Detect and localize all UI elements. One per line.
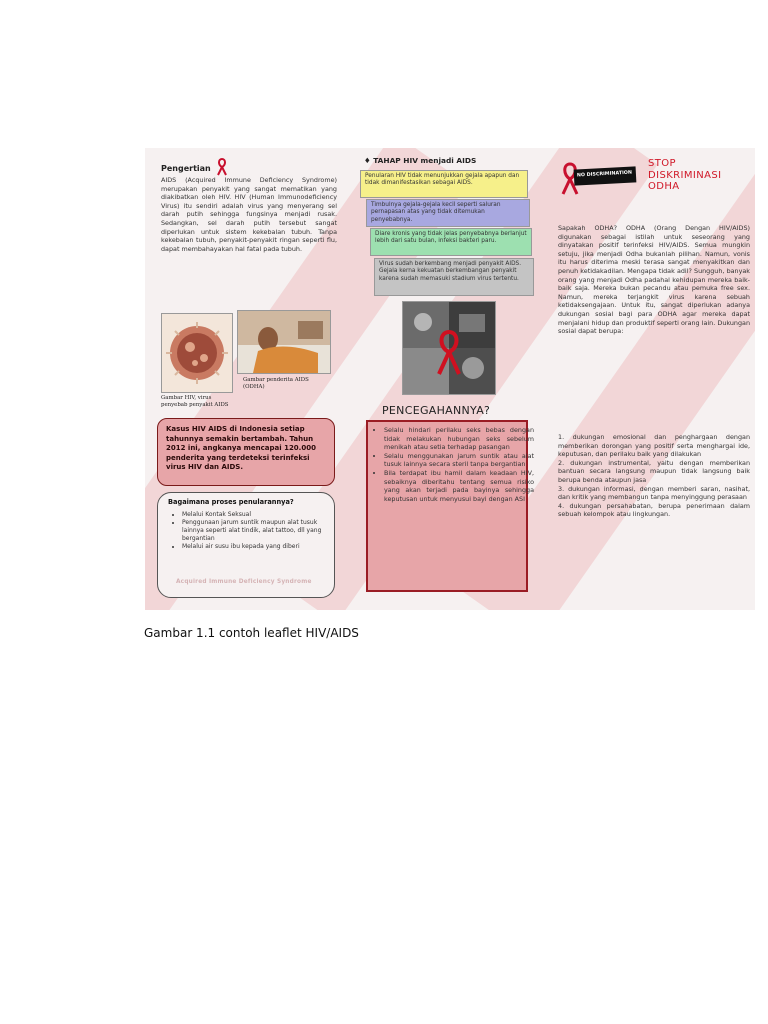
leaflet-column-stages <box>350 148 550 610</box>
odha-patient-image <box>237 310 331 374</box>
aids-acronym-footer: Acquired Immune Deficiency Syndrome <box>176 579 312 585</box>
prevention-list <box>374 426 534 503</box>
prevention-item: • Selalu menggunakan jarum suntik atau alat tusuk lainnya secara steril tanpa bergantian <box>384 452 534 469</box>
stage-1-text: Penularan HIV tidak menunjukkan gejala apapun dan tidak dimanifestasikan sebagai AIDS. <box>365 173 520 187</box>
definition-heading-row <box>161 156 228 176</box>
definition-heading: Pengertian <box>161 164 211 173</box>
support-item: 4. dukungan persahabatan, berupa penerimaan dalam sebuah kelompok atau lingkungan. <box>558 501 750 519</box>
stages-heading: TAHAP HIV menjadi AIDS <box>373 156 477 165</box>
heading-line-2: DISKRIMINASI <box>648 169 722 181</box>
figure-caption: Gambar 1.1 contoh leaflet HIV/AIDS <box>144 626 359 640</box>
case-statistics-text: Kasus HIV AIDS di Indonesia setiap tahunnya semakin bertambah. Tahun 2012 ini, angkanya mencapai 120.000 penderita yang terdeteksi terinfeksi virus HIV dan AIDS. <box>166 425 316 472</box>
stage-4-text: Virus sudah berkembang menjadi penyakit AIDS. Gejala kerna kekuatan berkembangan penyakit karena sudah memasuki stadium virus tertentu. <box>379 261 522 282</box>
prevention-box <box>366 420 534 592</box>
stage-2-text: Timbulnya gejala-gejala kecil seperti saluran pernapasan atas yang tidak ditemukan penyebabnya. <box>371 202 501 223</box>
red-ribbon-icon <box>216 158 228 176</box>
stages-heading-row <box>364 156 476 165</box>
stop-discrimination-heading <box>648 158 721 193</box>
stage-1-box <box>360 170 528 198</box>
support-item: 1. dukungan emosional dan penghargaan dengan memberikan dorongan yang positif serta menghargai ide, keputusan, dan perilaku baik yang dilakukan <box>558 433 750 459</box>
stage-4-box <box>374 258 534 296</box>
hiv-aids-leaflet-image <box>145 148 755 610</box>
transmission-item: • Penggunaan jarum suntik maupun alat tusuk lainnya seperti alat tindik, alat tattoo, dll yang bergantian <box>182 519 332 543</box>
stage-3-box <box>370 228 532 256</box>
support-list <box>558 433 750 583</box>
prevention-item: • Selalu hindari perilaku seks bebas dengan tidak melakukan hubungan seks sebelum menikah atau setia terhadap pasangan <box>384 426 534 452</box>
no-discrimination-sign <box>574 166 637 185</box>
sign-text: NO DISCRIMINATION <box>576 170 633 179</box>
transmission-item: • Melalui Kontak Seksual <box>182 511 332 519</box>
definition-text: AIDS (Acquired Immune Deficiency Syndrome) merupakan penyakit yang sangat mematikan yang diakibatkan oleh HIV. HIV (Human Immunodeficiency Virus) itu sendiri adalah virus yang menyerang sel darah putih sehingga fungsinya menjadi rusak. Sedangkan, sel darah putih tersebut sangat diperlukan untuk sistem kekebalan tubuh. Tanpa kekebalan tubuh, penyakit-penyakit ringan seperti flu, dapat membahayakan hal fatal pada tubuh. <box>161 176 337 253</box>
support-item: 2. dukungan instrumental, yaitu dengan memberikan bantuan secara langsung maupun tidak langsung baik berupa benda ataupun jasa <box>558 458 750 484</box>
stage-3-text: Diare kronis yang tidak jelas penyebabnya berlanjut lebih dari satu bulan, infeksi bakteri paru. <box>375 231 527 245</box>
leaflet-column-definition <box>145 148 345 610</box>
case-statistics-box <box>157 418 335 486</box>
heading-line-3: ODHA <box>648 181 680 192</box>
prevention-heading: PENCEGAHANNYA? <box>382 404 491 417</box>
transmission-heading: Bagaimana proses penularannya? <box>168 498 294 506</box>
leaflet-column-discrimination <box>550 148 755 610</box>
heading-line-1: STOP <box>648 158 676 169</box>
prevention-item: • Bila terdapat ibu hamil dalam keadaan HIV, sebaiknya diberitahu tentang semua risiko yang akan terjadi pada bayinya sehingga keputusan untuk menyusui bayi dengan ASI <box>384 469 534 503</box>
virus-image-caption: Gambar HIV, virus penyebab penyakit AIDS <box>161 395 229 408</box>
odha-image-caption: Gambar penderita AIDS (ODHA) <box>243 377 309 390</box>
awareness-collage-image <box>402 301 496 395</box>
odha-body-text: Sapakah ODHA? ODHA (Orang Dengan HIV/AIDS) digunakan sebagai istilah untuk seseorang yang dinyatakan positif terinfeksi HIV/AIDS. Semua mungkin setuju, jika menjadi Odha bukanlah pilihan. Namun, vonis itu harus diterima meski terasa sangat menyakitkan dan penuh ketidakadilan. Mengapa tidak adil? Sungguh, banyak orang yang menjadi Odha padahal kehidupan mereka baik-baik saja. Mereka bukan pecandu atau pemuka free sex. Namun, mereka terjangkit virus karena sebuah ketidaksengajaan. Untuk itu, sangat diperlukan adanya dukungan sosial bagi para ODHA agar mereka dapat menjalani hidup dan produktif seperti orang lain. Dukungan sosial dapat berupa: <box>558 224 750 336</box>
hiv-virus-image <box>161 313 233 393</box>
transmission-box <box>157 492 335 598</box>
support-item: 3. dukungan informasi, dengan memberi saran, nasihat, dan kritik yang membangun tanpa menyinggung perasaan <box>558 484 750 502</box>
stage-2-box <box>366 199 530 227</box>
transmission-list <box>172 511 332 551</box>
transmission-item: • Melalui air susu ibu kepada yang diberi <box>182 543 332 551</box>
bullet-icon: ♦ <box>364 156 374 165</box>
